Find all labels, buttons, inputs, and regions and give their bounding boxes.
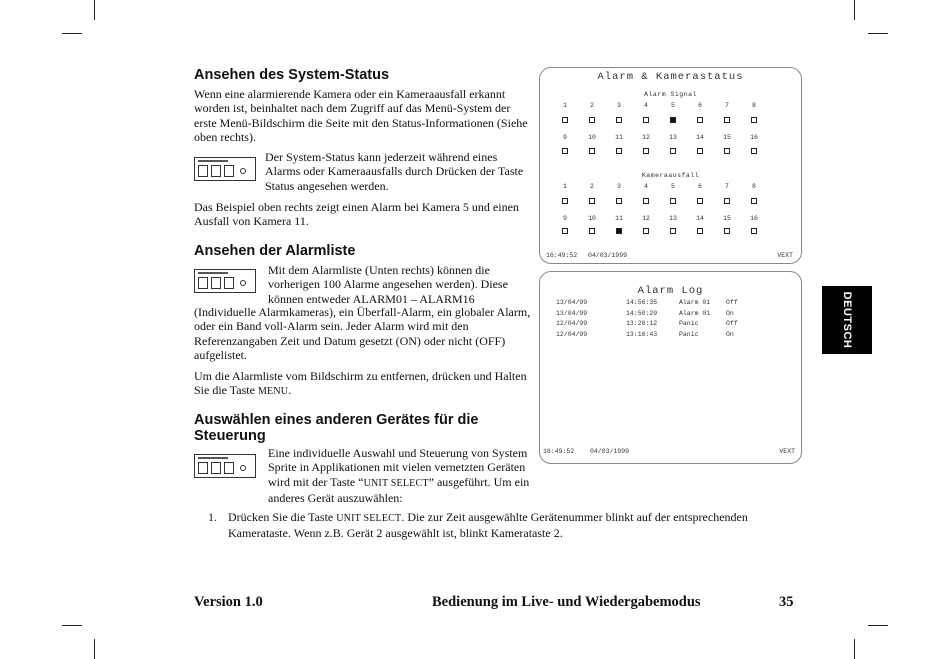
failure-camera-number: 13 [669,215,677,222]
key-name: UNIT SELECT [363,477,429,489]
failure-indicator [562,228,568,234]
list-item: 1. Drücken Sie die Taste UNIT SELECT. Die zur Zeit ausgewählte Gerätenummer blinkt auf der entsprechenden Kamerataste. Wenn z.B. Gerät 2 ausgewählt ist, blinkt Kamerataste 2. [208,510,748,541]
failure-indicator [643,198,649,204]
failure-camera-number: 7 [725,183,729,190]
section-heading-alarm-list: Ansehen der Alarmliste [194,243,356,259]
failure-camera-number: 2 [590,183,594,190]
paragraph: Um die Alarmliste vom Bildschirm zu entfernen, drücken und Halten Sie die Taste MENU. [194,369,527,398]
log-cell: 12/04/99 [556,330,588,338]
failure-indicator [724,228,730,234]
alarm-indicator [670,148,676,154]
footer-version: Version 1.0 [194,594,263,610]
failure-indicator [589,228,595,234]
log-cell: Alarm 01 [679,309,711,317]
log-cell: 14:56:35 [626,299,658,306]
alarm-indicator [697,148,703,154]
paragraph: (Individuelle Alarmkameras), ein Überfall-Alarm, ein globaler Alarm, oder ein Band voll-Alarm sein. Jeder Alarm wird mit den Referenzangaben Zeit und Datum gesetzt (ON) oder nicht (OFF) aufgelistet. [194,305,531,362]
alarm-camera-number: 2 [590,102,594,109]
alarm-log-screen [539,271,802,464]
alarm-indicator [670,117,676,123]
alarm-camera-number: 10 [588,134,596,141]
screen-mode: VEXT [777,252,793,259]
alarm-indicator [724,148,730,154]
log-cell: 12/04/99 [556,320,588,327]
screen-title: Alarm & Kamerastatus [597,71,744,83]
log-cell: On [726,309,734,317]
log-cell: Alarm 01 [679,299,711,306]
failure-indicator [751,228,757,234]
failure-camera-number: 11 [615,215,623,222]
camera-failure-label: Kameraausfall [641,172,700,179]
crop-mark [62,33,82,34]
failure-camera-number: 3 [617,183,621,190]
failure-camera-number: 14 [696,215,704,222]
paragraph: Eine individuelle Auswahl und Steuerung von System Sprite in Applikationen mit vielen vernetzten Geräten wird mit der Taste “UNIT SELECT” ausgeführt. Um ein anderes Gerät auszuwählen: [268,446,530,505]
paragraph: Mit dem Alarmliste (Unten rechts) können die vorherigen 100 Alarme angesehen werden). Diese können entweder ALARM01 – ALARM16 [268,263,508,306]
screen-date: 04/03/1999 [588,252,628,259]
alarm-indicator [616,148,622,154]
log-cell: On [726,330,734,338]
control-panel-icon [194,269,256,293]
alarm-camera-number: 1 [563,102,567,109]
alarm-status-screen [539,67,802,264]
paragraph: Das Beispiel oben rechts zeigt einen Alarm bei Kamera 5 und einen Ausfall von Kamera 11. [194,200,519,229]
alarm-camera-number: 9 [563,134,567,141]
failure-indicator [670,228,676,234]
screen-time: 16:49:52 [546,252,578,259]
failure-indicator [670,198,676,204]
log-cell: 13:16:43 [626,330,658,338]
log-cell: 13:20:12 [626,320,658,327]
alarm-indicator [751,117,757,123]
failure-indicator [643,228,649,234]
paragraph: Der System-Status kann jederzeit während eines Alarms oder Kameraausfalls durch Drücken der Taste Status angesehen werden. [265,150,524,193]
control-panel-icon [194,157,256,181]
alarm-camera-number: 15 [723,134,731,141]
key-name: UNIT SELECT [336,513,402,524]
failure-camera-number: 10 [588,215,596,222]
log-cell: 13/04/99 [556,309,588,317]
alarm-indicator [697,117,703,123]
failure-indicator [562,198,568,204]
failure-camera-number: 8 [752,183,756,190]
failure-camera-number: 9 [563,215,567,222]
alarm-camera-number: 14 [696,134,704,141]
step-number: 1. [208,510,217,524]
crop-mark [868,625,888,626]
alarm-camera-number: 11 [615,134,623,141]
crop-mark [94,639,95,659]
alarm-camera-number: 5 [671,102,675,109]
alarm-indicator [616,117,622,123]
crop-mark [94,0,95,20]
footer-title: Bedienung im Live- und Wiedergabemodus [432,594,701,610]
alarm-indicator [589,148,595,154]
key-name: MENU [257,386,289,398]
alarm-camera-number: 8 [752,102,756,109]
alarm-indicator [643,148,649,154]
language-tab: DEUTSCH [822,286,872,354]
alarm-camera-number: 4 [644,102,648,109]
failure-camera-number: 5 [671,183,675,190]
failure-indicator [697,228,703,234]
failure-indicator [616,228,622,234]
crop-mark [868,33,888,34]
failure-camera-number: 1 [563,183,567,190]
failure-indicator [724,198,730,204]
crop-mark [854,639,855,659]
control-panel-icon [194,454,256,478]
alarm-camera-number: 13 [669,134,677,141]
alarm-indicator [751,148,757,154]
failure-camera-number: 16 [750,215,758,222]
failure-camera-number: 4 [644,183,648,190]
failure-camera-number: 12 [642,215,650,222]
failure-indicator [751,198,757,204]
page-number: 35 [779,594,794,610]
alarm-indicator [643,117,649,123]
failure-indicator [697,198,703,204]
alarm-indicator [562,148,568,154]
screen-date: 04/03/1999 [590,448,630,455]
log-cell: 14:50:29 [626,309,658,317]
alarm-camera-number: 6 [698,102,702,109]
screen-mode: VEXT [779,448,795,455]
failure-camera-number: 6 [698,183,702,190]
section-heading-select-device: Auswählen eines anderen Gerätes für die Steuerung [194,412,479,444]
log-cell: Panic [679,330,699,338]
screen-time: 16:49:52 [543,448,575,455]
alarm-indicator [589,117,595,123]
failure-camera-number: 15 [723,215,731,222]
alarm-camera-number: 7 [725,102,729,109]
alarm-indicator [724,117,730,123]
screen-title: Alarm Log [637,285,704,297]
alarm-camera-number: 3 [617,102,621,109]
alarm-indicator [562,117,568,123]
log-cell: Panic [679,320,699,327]
log-cell: Off [726,299,738,306]
log-cell: Off [726,320,738,327]
log-cell: 13/04/99 [556,299,588,306]
failure-indicator [616,198,622,204]
crop-mark [62,625,82,626]
failure-indicator [589,198,595,204]
alarm-camera-number: 12 [642,134,650,141]
paragraph: Wenn eine alarmierende Kamera oder ein Kameraausfall erkannt worden ist, beinhaltet nach dem Zugriff auf das Menü-System der erste Menü-Bildschirm die Seite mit den Status-Informationen (Siehe oben rechts). [194,87,528,144]
section-heading-system-status: Ansehen des System-Status [194,67,390,83]
crop-mark [854,0,855,20]
alarm-camera-number: 16 [750,134,758,141]
alarm-signal-label: Alarm Signal [644,91,697,98]
